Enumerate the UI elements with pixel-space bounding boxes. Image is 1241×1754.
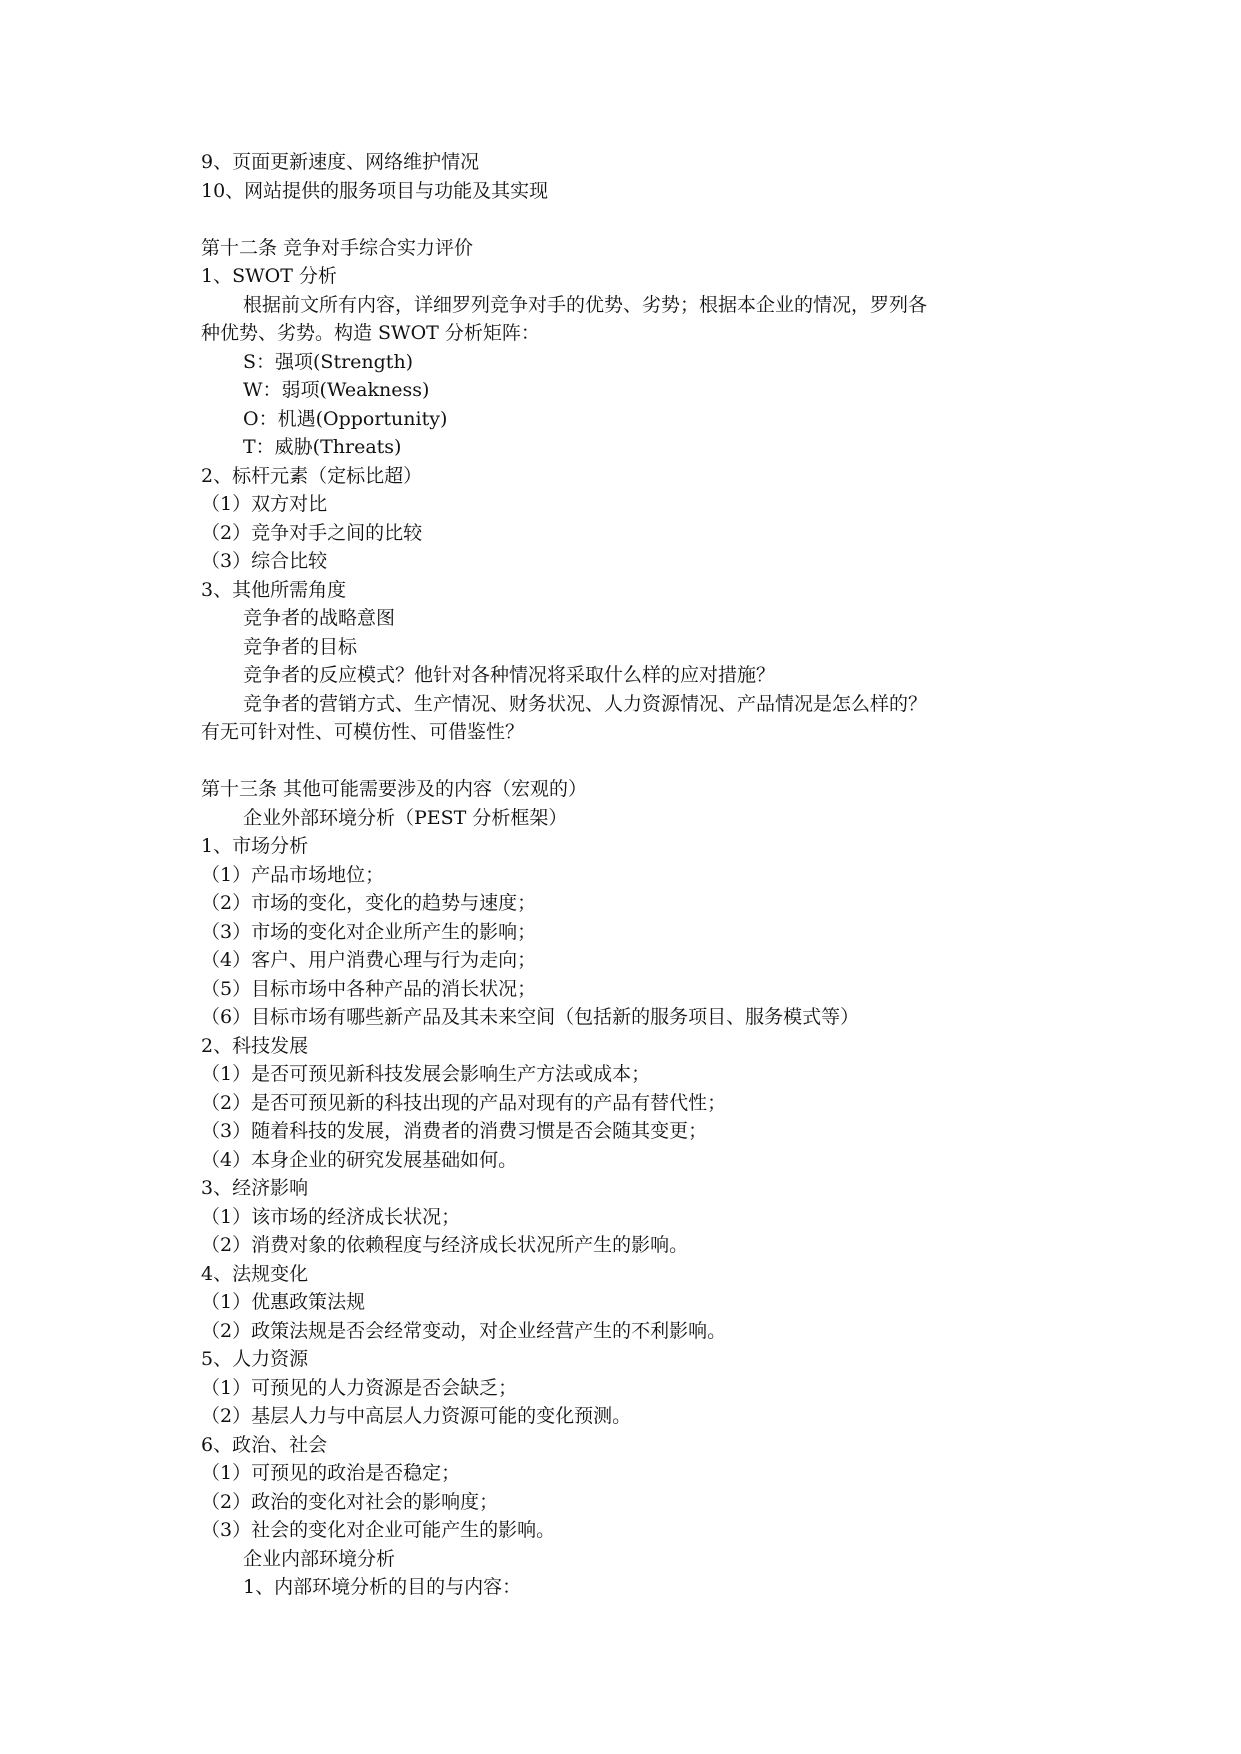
subsection-heading: 企业外部环境分析（PEST 分析框架）: [243, 806, 568, 829]
section-heading: 第十三条 其他可能需要涉及的内容（宏观的）: [201, 778, 588, 800]
list-item: （1）优惠政策法规: [201, 1291, 366, 1313]
list-item: （4）本身企业的研究发展基础如何。: [201, 1148, 518, 1171]
list-item: （6）目标市场有哪些新产品及其未来空间（包括新的服务项目、服务模式等）: [201, 1006, 860, 1028]
text-line: 竞争者的目标: [243, 635, 358, 658]
list-item: （2）是否可预见新的科技出现的产品对现有的产品有替代性；: [201, 1091, 727, 1114]
text-line: 3、其他所需角度: [201, 578, 347, 601]
text-line: 2、科技发展: [201, 1034, 309, 1057]
list-item: （1）该市场的经济成长状况；: [201, 1205, 461, 1228]
list-item: （1）是否可预见新科技发展会影响生产方法或成本；: [201, 1063, 651, 1085]
swot-item: T：威胁(Threats): [243, 436, 402, 458]
list-item: （3）随着科技的发展，消费者的消费习惯是否会随其变更；: [201, 1120, 708, 1142]
document-body: [201, 148, 1061, 1602]
list-item: （5）目标市场中各种产品的消长状况；: [201, 977, 537, 1000]
list-item: （3）市场的变化对企业所产生的影响；: [201, 920, 537, 943]
text-line: 6、政治、社会: [201, 1433, 328, 1456]
text-line: 4、法规变化: [201, 1262, 309, 1285]
subsection-heading: 企业内部环境分析: [243, 1547, 396, 1570]
list-item: （1）双方对比: [201, 493, 328, 515]
section-heading: 第十二条 竞争对手综合实力评价: [201, 236, 474, 259]
swot-item: S：强项(Strength): [243, 350, 414, 373]
text-line: 3、经济影响: [201, 1177, 309, 1199]
text-line: 10、网站提供的服务项目与功能及其实现: [201, 179, 549, 202]
list-item: （1）可预见的人力资源是否会缺乏；: [201, 1376, 518, 1399]
swot-item: W：弱项(Weakness): [243, 379, 430, 401]
blank-line: [201, 747, 1061, 776]
list-item: （2）消费对象的依赖程度与经济成长状况所产生的影响。: [201, 1234, 689, 1256]
text-line: 9、页面更新速度、网络维护情况: [201, 151, 480, 173]
blank-line: [201, 205, 1061, 234]
paragraph-line: 竞争者的营销方式、生产情况、财务状况、人力资源情况、产品情况是怎么样的？: [243, 692, 928, 715]
text-line: 2、标杆元素（定标比超）: [201, 464, 423, 487]
list-item: （3）社会的变化对企业可能产生的影响。: [201, 1519, 556, 1541]
text-line: 竞争者的战略意图: [243, 607, 396, 629]
text-line: 1、市场分析: [201, 835, 309, 857]
paragraph-line: 种优势、劣势。构造 SWOT 分析矩阵：: [201, 322, 540, 344]
list-item: （4）客户、用户消费心理与行为走向；: [201, 949, 537, 971]
paragraph-line: 有无可针对性、可模仿性、可借鉴性？: [201, 721, 525, 743]
list-item: （1）可预见的政治是否稳定；: [201, 1462, 461, 1484]
list-item: （2）竞争对手之间的比较: [201, 521, 423, 544]
list-item: （1）产品市场地位；: [201, 863, 385, 886]
list-item: （2）政策法规是否会经常变动，对企业经营产生的不利影响。: [201, 1319, 727, 1342]
list-item: （2）基层人力与中高层人力资源可能的变化预测。: [201, 1405, 632, 1427]
list-item: （2）市场的变化，变化的趋势与速度；: [201, 892, 537, 914]
text-line: 1、SWOT 分析: [201, 265, 337, 287]
text-line: 竞争者的反应模式？他针对各种情况将采取什么样的应对措施？: [243, 664, 776, 686]
text-line: 1、内部环境分析的目的与内容：: [243, 1576, 522, 1598]
list-item: （2）政治的变化对社会的影响度；: [201, 1490, 499, 1513]
paragraph-line: 根据前文所有内容，详细罗列竞争对手的优势、劣势；根据本企业的情况，罗列各: [243, 293, 928, 316]
swot-item: O：机遇(Opportunity): [243, 407, 448, 430]
list-item: （3）综合比较: [201, 550, 328, 572]
text-line: 5、人力资源: [201, 1348, 309, 1370]
